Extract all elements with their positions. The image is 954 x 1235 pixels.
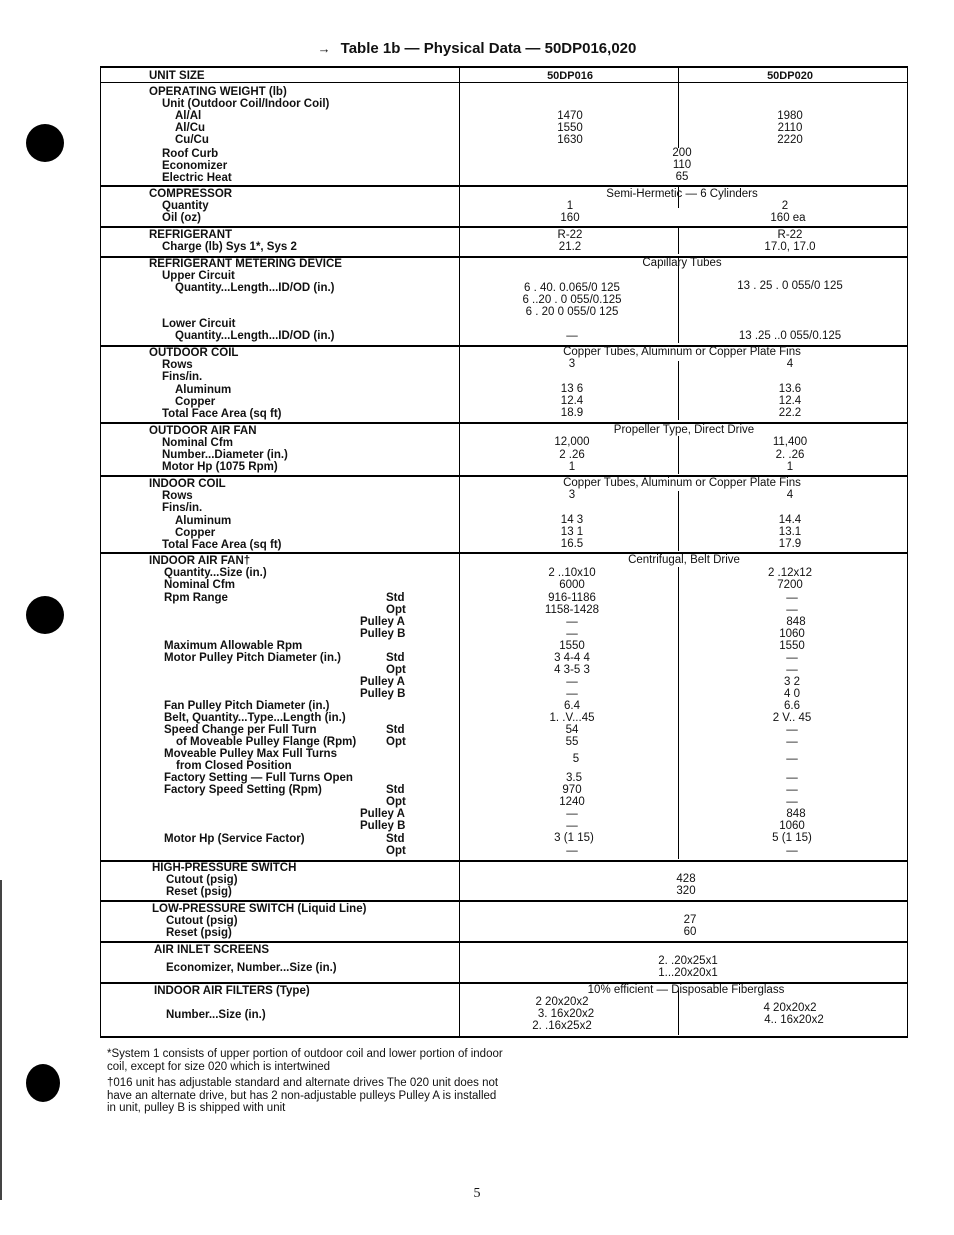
row-label: Maximum Allowable Rpm (164, 640, 303, 652)
cell-value: 2 ..10x10 (548, 567, 596, 579)
column-header-50dp020: 50DP020 (767, 70, 813, 82)
section-divider (100, 226, 908, 228)
row-label: INDOOR AIR FAN† (149, 555, 251, 567)
cell-value: 200 (672, 147, 692, 159)
cell-value: 4 20x20x2 (763, 1002, 817, 1014)
cell-value: 2 .12x12 (767, 567, 813, 579)
row-label: Motor Pulley Pitch Diameter (in.) (164, 652, 341, 664)
row-label: Nominal Cfm (162, 437, 233, 449)
scan-edge-mark (0, 880, 2, 1200)
cell-value: 1550 (557, 122, 583, 134)
row-label: Quantity...Size (in.) (164, 567, 267, 579)
row-label: Lower Circuit (162, 318, 236, 330)
cell-value: 1060 (779, 628, 805, 640)
row-label: OPERATING WEIGHT (lb) (149, 86, 287, 98)
row-label: Economizer, Number...Size (in.) (166, 962, 337, 974)
row-label: Oil (oz) (162, 212, 201, 224)
cell-value: 12.4 (778, 395, 802, 407)
cell-value: 17.9 (778, 538, 802, 550)
cell-value: 3 (568, 358, 576, 370)
row-label: Reset (psig) (166, 927, 232, 939)
cell-value: — (786, 664, 798, 676)
row-label: Std (386, 784, 405, 796)
cell-value: 10% efficient — Disposable Fiberglass (587, 984, 785, 996)
row-label: Quantity (162, 200, 209, 212)
cell-value: Capillary Tubes (642, 257, 722, 269)
row-label: Pulley B (360, 688, 406, 700)
model-column-divider (678, 66, 679, 82)
row-label: Economizer (162, 160, 228, 172)
row-label: Pulley B (360, 820, 406, 832)
cell-value: R-22 (777, 229, 803, 241)
cell-value: 55 (565, 736, 579, 748)
cell-value: 7200 (777, 579, 803, 591)
section-divider (100, 941, 908, 943)
row-label: Unit (Outdoor Coil/Indoor Coil) (162, 98, 330, 110)
row-label: of Moveable Pulley Flange (Rpm) (176, 736, 357, 748)
cell-value: 2. .16x25x2 (532, 1020, 592, 1032)
model-column-divider (678, 283, 679, 343)
cell-value: 22.2 (778, 407, 802, 419)
section-divider (100, 82, 908, 83)
cell-value: 27 (683, 914, 697, 926)
cell-value: 1 (786, 461, 794, 473)
row-label: Opt (386, 604, 406, 616)
cell-value: 11,400 (772, 436, 808, 448)
cell-value: 14.4 (778, 514, 802, 526)
section-divider (100, 1036, 908, 1038)
cell-value: 4 3-5 3 (554, 664, 590, 676)
cell-value: 12,000 (554, 436, 590, 448)
cell-value: 13 6 (560, 383, 584, 395)
cell-value: 13.1 (778, 526, 802, 538)
cell-value: 13 1 (560, 526, 584, 538)
cell-value: 428 (676, 873, 696, 885)
page-number: 5 (473, 1186, 481, 1201)
row-label: Opt (386, 796, 406, 808)
row-label: Copper (175, 396, 216, 408)
cell-value: — (786, 736, 798, 748)
cell-value: 160 (560, 212, 580, 224)
cell-value: 1550 (559, 640, 585, 652)
cell-value: — (786, 845, 798, 857)
cell-value: 6.4 (564, 700, 580, 712)
cell-value: 1 (566, 200, 574, 212)
cell-value: 110 (672, 159, 692, 171)
row-label: REFRIGERANT METERING DEVICE (149, 258, 342, 270)
cell-value: 3 4-4 4 (554, 652, 590, 664)
row-label: Std (386, 592, 405, 604)
row-label: Factory Setting — Full Turns Open (164, 772, 353, 784)
cell-value: 1060 (779, 820, 805, 832)
cell-value: 160 ea (770, 212, 806, 224)
row-label: OUTDOOR AIR FAN (149, 425, 257, 437)
cell-value: 54 (565, 724, 579, 736)
cell-value: Copper Tubes, Aluminum or Copper Plate Fins (563, 346, 801, 358)
row-label: REFRIGERANT (149, 229, 233, 241)
row-label: Fan Pulley Pitch Diameter (in.) (164, 700, 330, 712)
unit-size-label: UNIT SIZE (149, 70, 205, 82)
row-label: Charge (lb) Sys 1*, Sys 2 (162, 241, 297, 253)
cell-value: 1550 (779, 640, 805, 652)
cell-value: 6000 (559, 579, 585, 591)
footnote-dagger: †016 unit has adjustable standard and alternate drives The 020 unit does not have an alternate drive, but has 2 non-adjustable pulleys Pulley A is installed in unit, pulley B is shipped with unit (107, 1077, 499, 1114)
cell-value: 14 3 (560, 514, 584, 526)
punch-hole-decoration (26, 1064, 60, 1102)
cell-value: 1630 (557, 134, 583, 146)
cell-value: 13 .25 ..0 055/0.125 (738, 330, 842, 342)
footnote-star: *System 1 consists of upper portion of outdoor coil and lower portion of indoor coil, except for size 020 which is intertwined (107, 1048, 503, 1073)
cell-value: — (786, 753, 798, 765)
cell-value: — (786, 772, 798, 784)
row-label: Reset (psig) (166, 886, 232, 898)
row-label: Quantity...Length...ID/OD (in.) (175, 282, 335, 294)
cell-value: — (566, 628, 578, 640)
row-label: Factory Speed Setting (Rpm) (164, 784, 322, 796)
model-column-divider (678, 82, 679, 148)
row-label: INDOOR COIL (149, 478, 226, 490)
cell-value: 1470 (557, 110, 583, 122)
cell-value: — (786, 652, 798, 664)
model-column-divider (678, 226, 679, 254)
row-label: Moveable Pulley Max Full Turns (164, 748, 337, 760)
cell-value: 4 0 (784, 688, 800, 700)
cell-value: 2 (781, 200, 789, 212)
cell-value: 3 (1 15) (554, 832, 594, 844)
cell-value: 1...20x20x1 (658, 967, 718, 979)
cell-value: — (566, 330, 578, 342)
model-column-divider (678, 361, 679, 420)
model-column-divider (678, 567, 679, 859)
cell-value: Semi-Hermetic — 6 Cylinders (606, 188, 758, 200)
cell-value: R-22 (557, 229, 583, 241)
cell-value: 6 ..20 . 0 055/0.125 (522, 294, 622, 306)
cell-value: 21.2 (558, 241, 582, 253)
change-arrow-icon: → (317, 41, 331, 56)
cell-value: 65 (675, 171, 689, 183)
cell-value: Propeller Type, Direct Drive (613, 424, 755, 436)
row-label: Total Face Area (sq ft) (162, 539, 282, 551)
punch-hole-decoration (26, 596, 64, 634)
row-label: Cutout (psig) (166, 915, 238, 927)
cell-value: 848 (786, 808, 806, 820)
cell-value: 3 2 (784, 676, 800, 688)
cell-value: 60 (683, 926, 697, 938)
row-label: Upper Circuit (162, 270, 235, 282)
row-label: Roof Curb (162, 148, 219, 160)
row-label: Fins/in. (162, 371, 203, 383)
column-header-50dp016: 50DP016 (547, 70, 593, 82)
row-label: from Closed Position (176, 760, 292, 772)
cell-value: — (566, 688, 578, 700)
cell-value: — (566, 820, 578, 832)
row-label: Pulley A (360, 808, 405, 820)
cell-value: 6 . 40. 0.065/0 125 (524, 282, 620, 294)
row-label: Std (386, 652, 405, 664)
cell-value: — (786, 784, 798, 796)
row-label: Nominal Cfm (164, 579, 235, 591)
cell-value: — (566, 676, 578, 688)
cell-value: 1. .V...45 (549, 712, 595, 724)
row-label: Opt (386, 664, 406, 676)
cell-value: 2 V.. 45 (772, 712, 812, 724)
row-label: Copper (175, 527, 216, 539)
row-label: Cu/Cu (175, 134, 209, 146)
row-label: INDOOR AIR FILTERS (Type) (154, 985, 310, 997)
cell-value: 1240 (559, 796, 585, 808)
row-label: Number...Size (in.) (166, 1009, 266, 1021)
row-label: Pulley B (360, 628, 406, 640)
cell-value: 2220 (777, 134, 803, 146)
row-label: Motor Hp (1075 Rpm) (162, 461, 278, 473)
row-label: Fins/in. (162, 502, 203, 514)
row-label: Std (386, 833, 405, 845)
row-label: Speed Change per Full Turn (164, 724, 317, 736)
cell-value: 6.6 (784, 700, 800, 712)
row-label: Opt (386, 736, 406, 748)
cell-value: 17.0, 17.0 (764, 241, 816, 253)
row-label: Al/Cu (175, 122, 206, 134)
row-label: OUTDOOR COIL (149, 347, 239, 359)
cell-value: 320 (676, 885, 696, 897)
cell-value: 970 (562, 784, 582, 796)
cell-value: 3 (568, 489, 576, 501)
cell-value: — (786, 592, 798, 604)
cell-value: 2 .26 (559, 449, 585, 461)
cell-value: 2. .26 (775, 449, 805, 461)
cell-value: — (786, 796, 798, 808)
cell-value: 4 (786, 489, 794, 501)
cell-value: 4 (786, 358, 794, 370)
cell-value: 4.. 16x20x2 (764, 1014, 824, 1026)
cell-value: — (566, 808, 578, 820)
cell-value: 1980 (777, 110, 803, 122)
cell-value: 18.9 (560, 407, 584, 419)
cell-value: 16.5 (560, 538, 584, 550)
row-label: Opt (386, 845, 406, 857)
cell-value: 13.6 (778, 383, 802, 395)
section-divider (100, 900, 908, 902)
cell-value: 848 (786, 616, 806, 628)
cell-value: 3. 16x20x2 (537, 1008, 595, 1020)
row-label: Number...Diameter (in.) (162, 449, 288, 461)
model-column-divider (678, 491, 679, 551)
row-label: Pulley A (360, 616, 405, 628)
cell-value: 2 20x20x2 (535, 996, 589, 1008)
cell-value: 3.5 (566, 772, 582, 784)
cell-value: 2. .20x25x1 (658, 955, 718, 967)
row-label: Electric Heat (162, 172, 232, 184)
cell-value: — (566, 616, 578, 628)
cell-value: 1 (568, 461, 576, 473)
cell-value: 916-1186 (548, 592, 596, 604)
row-label: Al/Al (175, 110, 202, 122)
row-label: Aluminum (175, 384, 232, 396)
row-label: Cutout (psig) (166, 874, 238, 886)
row-label: Pulley A (360, 676, 405, 688)
section-divider (100, 422, 908, 424)
cell-value: 5 (572, 753, 580, 765)
section-divider (100, 982, 908, 984)
section-divider (100, 552, 908, 554)
row-label: AIR INLET SCREENS (154, 944, 270, 956)
cell-value: 6 . 20 0 055/0 125 (525, 306, 619, 318)
cell-value: 13 . 25 . 0 055/0 125 (737, 280, 843, 292)
row-label: Total Face Area (sq ft) (162, 408, 282, 420)
section-divider (100, 66, 908, 68)
row-label: COMPRESSOR (149, 188, 233, 200)
row-label: LOW-PRESSURE SWITCH (Liquid Line) (152, 903, 367, 915)
cell-value: 1158-1428 (544, 604, 600, 616)
row-label: Belt, Quantity...Type...Length (in.) (164, 712, 346, 724)
table-title (0, 40, 954, 57)
cell-value: — (566, 845, 578, 857)
cell-value: Copper Tubes, Aluminum or Copper Plate Fins (563, 477, 801, 489)
section-divider (100, 185, 908, 187)
cell-value: 5 (1 15) (772, 832, 812, 844)
cell-value: 2110 (777, 122, 803, 134)
row-label: HIGH-PRESSURE SWITCH (152, 862, 297, 874)
row-label: Quantity...Length...ID/OD (in.) (175, 330, 335, 342)
cell-value: Centrifugal, Belt Drive (628, 554, 740, 566)
cell-value: — (786, 604, 798, 616)
cell-value: 12.4 (560, 395, 584, 407)
row-label: Std (386, 724, 405, 736)
row-label: Rows (162, 490, 193, 502)
title-text: Table 1b — Physical Data — 50DP016,020 (340, 40, 637, 57)
row-label: Rows (162, 359, 193, 371)
punch-hole-decoration (26, 124, 64, 162)
model-column-divider (678, 436, 679, 474)
row-label: Motor Hp (Service Factor) (164, 833, 305, 845)
cell-value: — (786, 724, 798, 736)
row-label: Aluminum (175, 515, 232, 527)
row-label: Rpm Range (164, 592, 228, 604)
